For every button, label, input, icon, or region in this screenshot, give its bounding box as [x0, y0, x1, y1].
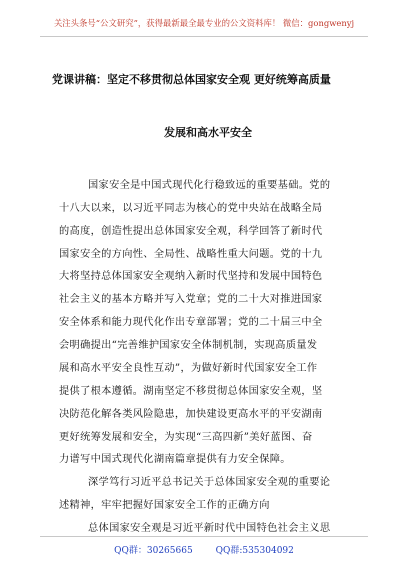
document-title-line-2: 发展和高水平安全 — [164, 126, 252, 139]
footer-qq-group-2: QQ群:535304092 — [215, 546, 294, 556]
header-banner — [0, 12, 408, 34]
body-line-2: 十八大以来，以习近平同志为核心的党中央站在战略全局 — [59, 203, 323, 214]
body-line-15: 述精神，牢牢把握好国家安全工作的正确方向 — [59, 500, 270, 511]
body-line-1: 国家安全是中国式现代化行稳致远的重要基础。党的 — [88, 180, 331, 191]
document-title-line-1: 党课讲稿：坚定不移贯彻总体国家安全观 更好统筹高质量 — [52, 73, 331, 86]
footer-qq-group-1: QQ群：30265665 — [114, 546, 193, 556]
body-line-4: 国家安全的方向性、全局性、战略性重大问题。党的十九 — [59, 249, 323, 260]
body-line-14: 深学笃行习近平总书记关于总体国家安全观的重要论 — [88, 477, 331, 488]
body-line-13: 力谱写中国式现代化湖南篇章提供有力安全保障。 — [59, 454, 291, 465]
body-line-12: 更好统筹发展和安全，为实现“三高四新”美好蓝图、奋 — [59, 432, 313, 443]
body-line-6: 社会主义的基本方略并写入党章；党的二十大对推进国家 — [59, 294, 323, 305]
footer-divider — [40, 536, 368, 537]
body-line-5: 大将坚持总体国家安全观纳入新时代坚持和发展中国特色 — [59, 271, 323, 282]
body-line-8: 会明确提出“完善维护国家安全体制机制，实现高质量发 — [59, 340, 318, 351]
body-line-9: 展和高水平安全良性互动”，为做好新时代国家安全工作 — [59, 363, 318, 374]
header-divider — [40, 36, 368, 37]
body-line-10: 提供了根本遵循。湖南坚定不移贯彻总体国家安全观，坚 — [59, 386, 323, 397]
body-line-7: 安全体系和能力现代化作出专章部署；党的二十届三中全 — [59, 317, 323, 328]
body-line-3: 的高度，创造性提出总体国家安全观，科学回答了新时代 — [59, 226, 323, 237]
body-line-16: 总体国家安全观是习近平新时代中国特色社会主义思 — [88, 523, 331, 534]
footer-banner — [0, 540, 408, 562]
header-banner-text: 关注头条号“公文研究”，获得最新最全最专业的公文资料库！ 微信：gongwenyj — [53, 18, 355, 28]
body-line-11: 决防范化解各类风险隐患，加快建设更高水平的平安湖南 — [59, 409, 323, 420]
